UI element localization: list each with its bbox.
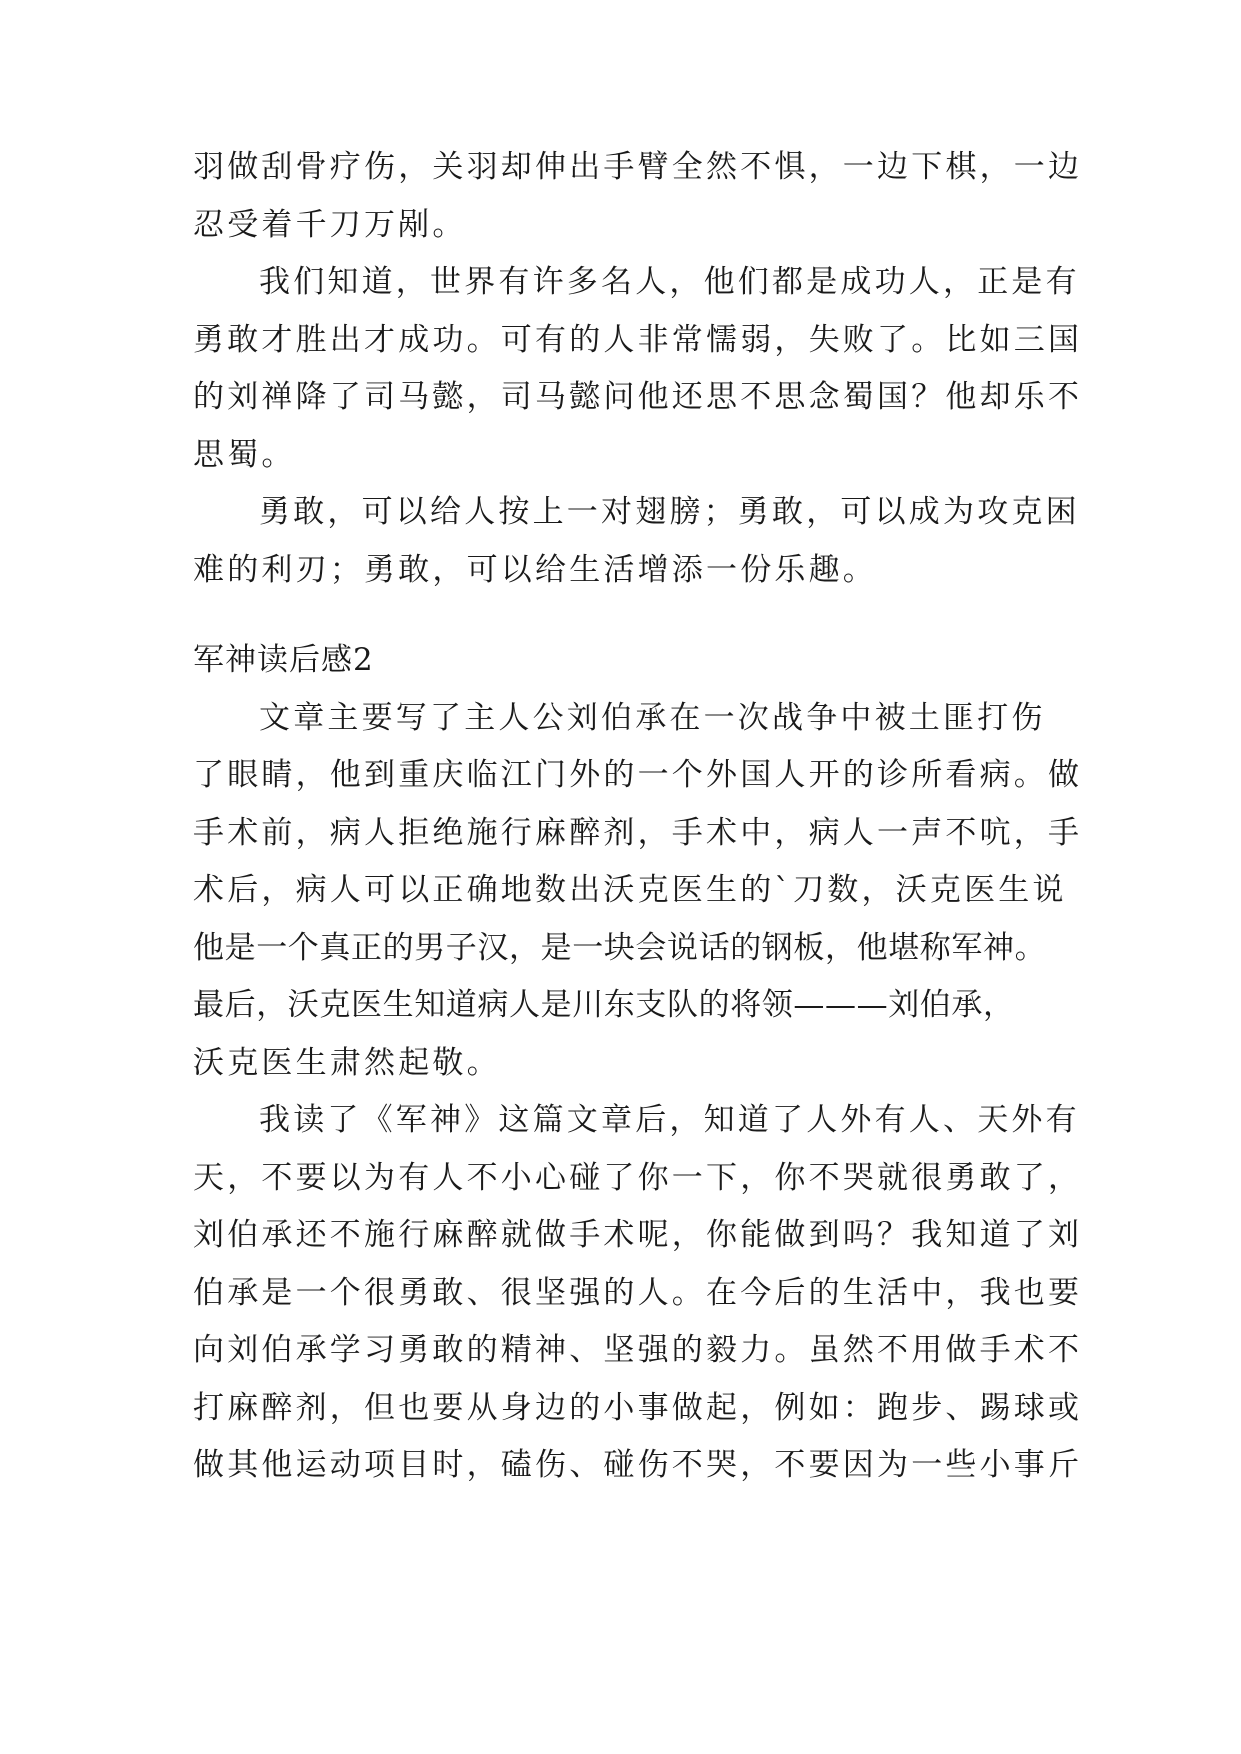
text-line: 思蜀。: [193, 436, 296, 473]
text-line: 文章主要写了主人公刘伯承在一次战争中被土匪打伤: [259, 699, 1046, 736]
paragraph: [193, 690, 1083, 1093]
text-line: 向刘伯承学习勇敢的精神、坚强的毅力。虽然不用做手术不: [193, 1332, 1083, 1368]
paragraph: [193, 484, 1080, 599]
document-body: [193, 139, 1083, 1495]
section-title: 军神读后感2: [193, 642, 374, 678]
paragraph-continuation: [193, 139, 1083, 254]
text-line: 了眼睛，他到重庆临江门外的一个外国人开的诊所看病。做: [193, 757, 1083, 793]
text-line: 我们知道，世界有许多名人，他们都是成功人，正是有: [259, 264, 1080, 300]
paragraph: [193, 1092, 1083, 1495]
text-line: 术后，病人可以正确地数出沃克医生的`刀数，沃克医生说: [193, 872, 1067, 908]
paragraph: [193, 254, 1083, 484]
text-line: 羽做刮骨疗伤，关羽却伸出手臂全然不惧，一边下棋，一边: [193, 149, 1083, 185]
text-line: 我读了《军神》这篇文章后，知道了人外有人、天外有: [259, 1102, 1080, 1138]
text-line: 勇敢才胜出才成功。可有的人非常懦弱，失败了。比如三国: [193, 321, 1083, 358]
text-line: 天，不要以为有人不小心碰了你一下，你不哭就很勇敢了，: [193, 1159, 1083, 1196]
text-line: 伯承是一个很勇敢、很坚强的人。在今后的生活中，我也要: [193, 1274, 1083, 1311]
text-line: 沃克医生肃然起敬。: [193, 1044, 501, 1081]
text-line: 难的利刃；勇敢，可以给生活增添一份乐趣。: [193, 551, 877, 588]
text-line: 忍受着千刀万剐。: [193, 206, 467, 243]
text-line: 勇敢，可以给人按上一对翅膀；勇敢，可以成为攻克困: [259, 494, 1080, 530]
section-gap: [193, 599, 1055, 632]
text-line: 他是一个真正的男子汉，是一块会说话的钢板，他堪称军神。: [193, 929, 1047, 966]
text-line: 手术前，病人拒绝施行麻醉剂，手术中，病人一声不吭，手: [193, 814, 1083, 851]
text-line: 做其他运动项目时，磕伤、碰伤不哭，不要因为一些小事斤: [193, 1447, 1083, 1483]
text-line: 最后，沃克医生知道病人是川东支队的将领———刘伯承，: [193, 987, 1015, 1023]
text-line: 的刘禅降了司马懿，司马懿问他还思不思念蜀国？他却乐不: [193, 379, 1083, 415]
text-line: 打麻醉剂，但也要从身边的小事做起，例如：跑步、踢球或: [193, 1389, 1083, 1426]
text-line: 刘伯承还不施行麻醉就做手术呢，你能做到吗？我知道了刘: [193, 1217, 1083, 1253]
